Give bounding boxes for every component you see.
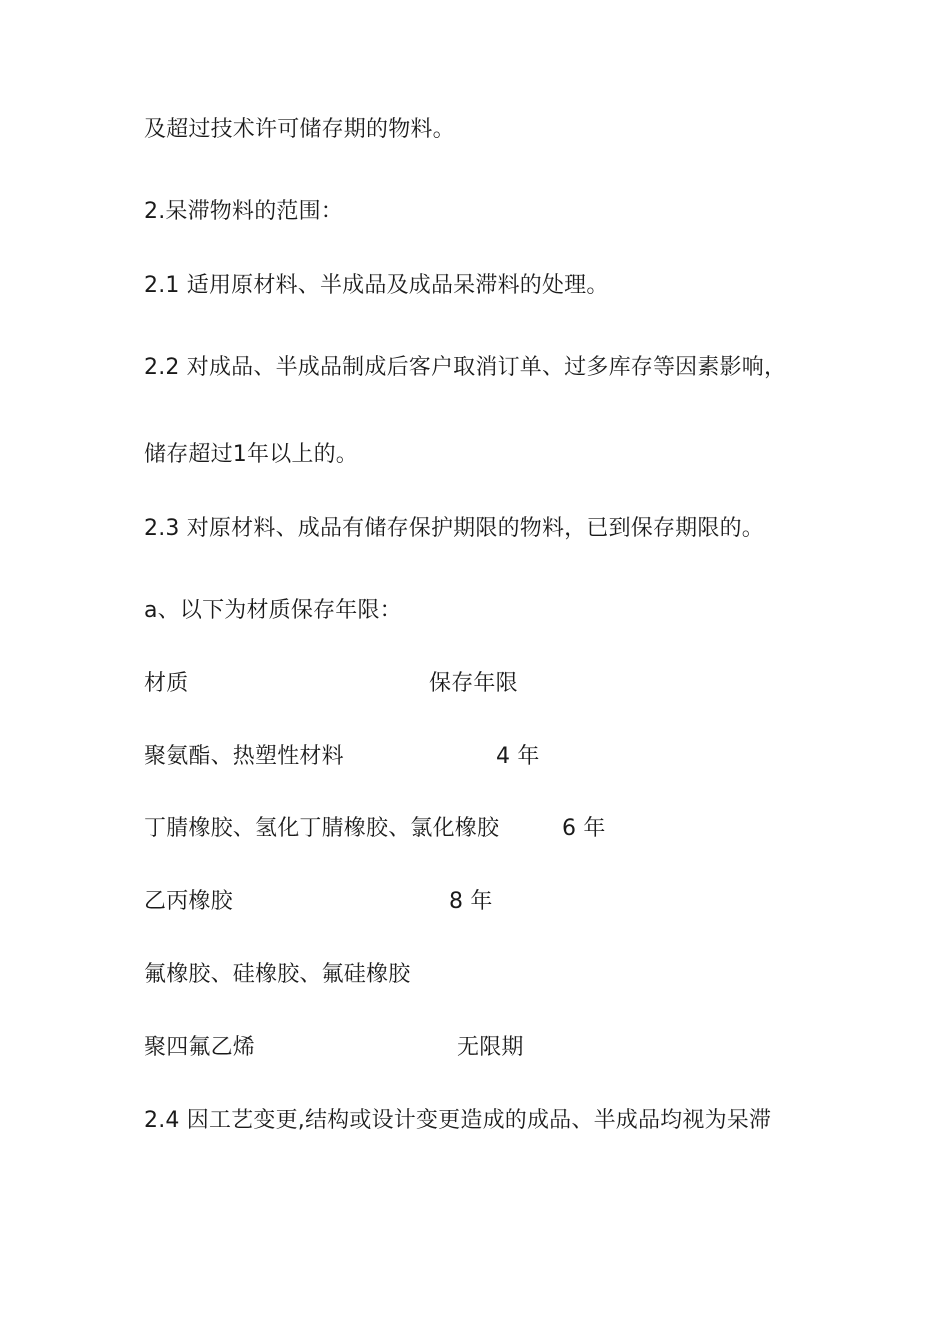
clause-2-3: 2.3 对原材料、成品有储存保护期限的物料，已到保存期限的。	[144, 516, 764, 541]
header-material: 材质	[144, 671, 189, 696]
clause-2-2: 2.2 对成品、半成品制成后客户取消订单、过多库存等因素影响，	[144, 355, 787, 380]
row-material: 聚四氟乙烯	[144, 1035, 256, 1060]
clause-2-4: 2.4 因工艺变更,结构或设计变更造成的成品、半成品均视为呆滞	[144, 1108, 772, 1133]
row-period: 8 年	[449, 889, 493, 914]
clause-2-1: 2.1 适用原材料、半成品及成品呆滞料的处理。	[144, 273, 609, 298]
material-list-intro: a、以下为材质保存年限：	[144, 598, 402, 623]
section-heading-scope: 2.呆滞物料的范围：	[144, 199, 343, 224]
row-period: 6 年	[562, 816, 606, 841]
row-material: 乙丙橡胶	[144, 889, 233, 914]
row-period: 无限期	[457, 1035, 524, 1060]
clause-2-2-continued: 储存超过1年以上的。	[144, 442, 358, 467]
row-material: 聚氨酯、热塑性材料	[144, 744, 344, 769]
row-period: 4 年	[496, 744, 540, 769]
paragraph-storage-period: 及超过技术许可储存期的物料。	[144, 117, 455, 142]
row-material: 氟橡胶、硅橡胶、氟硅橡胶	[144, 962, 411, 987]
header-period: 保存年限	[429, 671, 518, 696]
row-material: 丁腈橡胶、氢化丁腈橡胶、氯化橡胶	[144, 816, 500, 841]
